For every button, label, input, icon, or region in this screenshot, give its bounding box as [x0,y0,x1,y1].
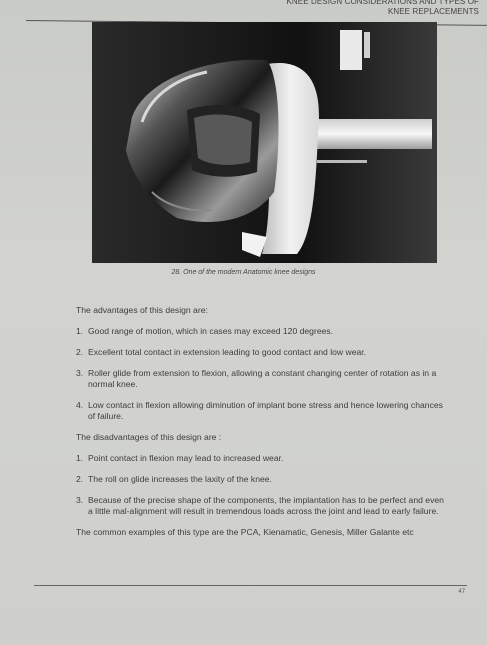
running-header-line-1: KNEE DESIGN CONSIDERATIONS AND TYPES OF [286,0,479,6]
advantage-item [76,368,446,390]
advantage-text: Low contact in flexion allowing diminution of implant bone stress and hence lowering chances of failure. [88,400,443,421]
disadvantage-number: 1. [76,453,84,463]
advantage-item [76,347,446,358]
running-header-line-2: KNEE REPLACEMENTS [387,7,479,16]
advantage-number: 4. [76,400,84,410]
running-header [286,0,479,17]
advantage-text: Good range of motion, which in cases may exceed 120 degrees. [88,326,334,336]
advantage-item [76,326,446,337]
disadvantage-text: Point contact in flexion may lead to increased wear. [88,453,284,463]
disadvantage-number: 2. [76,474,84,484]
disadvantages-intro: The disadvantages of this design are : [76,432,222,442]
article-body [76,305,446,548]
knee-implant-photo [92,22,437,263]
disadvantage-item [76,474,446,485]
disadvantage-text: Because of the precise shape of the components, the implantation has to be perfect and even a little mal-alignment will result in tremendous loads across the joint and lead to early failure. [88,495,444,516]
disadvantage-text: The roll on glide increases the laxity of the knee. [88,474,272,484]
advantage-text: Roller glide from extension to flexion, allowing a constant changing center of rotation as in a normal knee. [88,368,437,389]
disadvantage-item [76,453,446,464]
advantage-number: 2. [76,347,84,357]
advantages-intro: The advantages of this design are: [76,305,208,315]
closing-paragraph: The common examples of this type are the PCA, Kienamatic, Genesis, Miller Galante etc [76,527,414,537]
disadvantage-number: 3. [76,495,84,505]
figure-caption: 28. One of the modern Anatomic knee designs [171,269,316,276]
advantage-text: Excellent total contact in extension leading to good contact and low wear. [88,347,367,357]
advantage-number: 3. [76,368,84,378]
disadvantage-item [76,495,446,517]
advantage-number: 1. [76,326,84,336]
page-number: 47 [458,589,465,595]
knee-implant-illustration [92,22,437,263]
advantage-item [76,400,446,422]
footer-rule [34,585,467,586]
